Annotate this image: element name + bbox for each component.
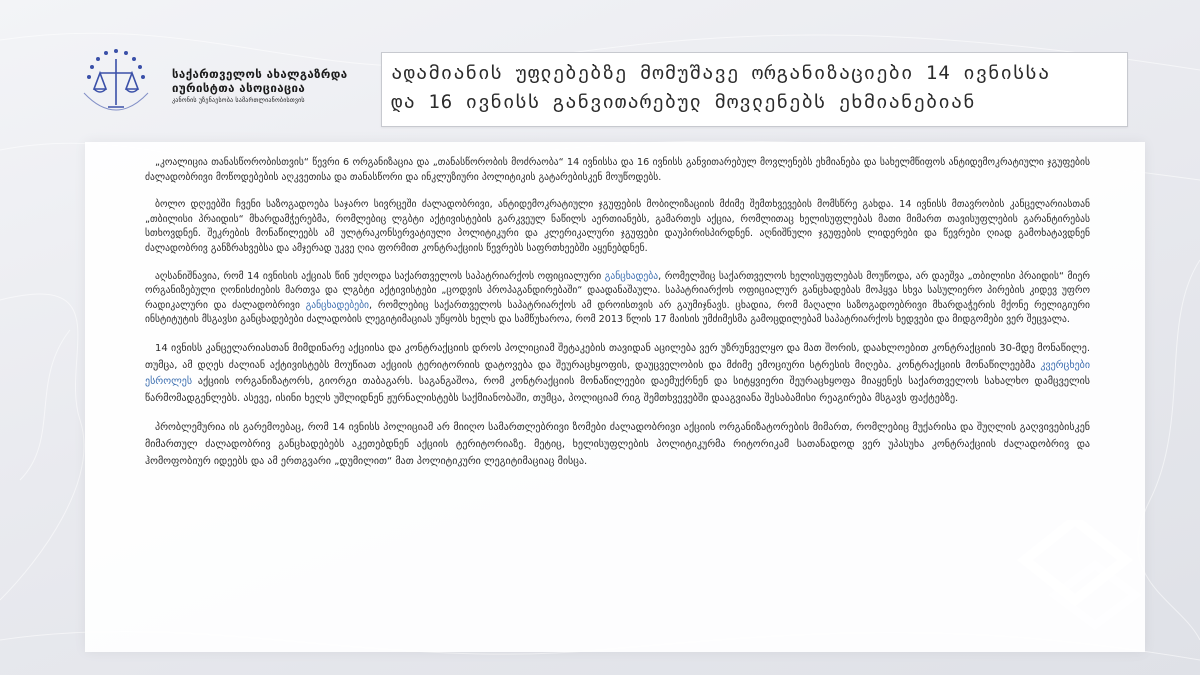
- headline-line2: და 16 ივნისს განვითარებულ მოვლენებს ეხმიანებიან: [391, 91, 976, 113]
- logo-text: [172, 67, 348, 104]
- org-name-line1: საქართველოს ახალგაზრდა: [172, 67, 348, 81]
- statement-document: [85, 142, 1145, 652]
- paragraph-3: [145, 270, 1090, 328]
- statement-body: [145, 156, 1090, 483]
- paragraph-5: პრობლემურია ის გარემოებაც, რომ 14 ივნისს პოლიციამ არ მიიღო სამართლებრივი ზომები ძალადობრივი აქციის ორგანიზატორების მიმართ, რომლებიც მუქარისა და შუღლის გაღვივებისკენ მიმართულ ძალადობრივ განცხადებებს აკეთებდნენ აქციის ტერიტორიაზე. მეტიც, ხელისუფლების პოლიტიკურმა რიტორიკამ სათანადოდ ვერ უპასუხა კონტრაქციის ძალადობრივ და ჰომოფობიურ იდეებს და ამ ერთგვარი „დუმილით“ მათ პოლიტიკური ლეგიტიმაციაც მისცა.: [145, 422, 1090, 467]
- gyla-logo: [70, 45, 370, 125]
- org-name-line2: იურისტთა ასოციაცია: [172, 81, 306, 95]
- headline-line1: ადამიანის უფლებებზე მომუშავე ორგანიზაციები 14 ივნისსა: [391, 62, 1051, 84]
- paragraph-3-text-a: აღსანიშნავია, რომ 14 ივნისის აქციას წინ უძღოდა საქართველოს საპატრიარქოს ოფიციალური: [155, 270, 605, 282]
- paragraph-3-text-b: , რომელშიც საქართველოს ხელისუფლებას მოუწოდა, არ დაეშვა „თბილისი პრაიდის“ მიერ ორგანიზებული ღონისძიების მართვა და ლგბტი აქტივისტები „ცოდვის პროპაგანდირებაში“ დაადანაშაულა. საპატრიარქოს ოფიციალურ განცხადებას მოჰყვა სხვა სასულიერო პირების კიდევ უფრო რადიკალური და ძალადობრივი: [145, 270, 1090, 311]
- diamond-decoration-icon: [1015, 520, 1155, 630]
- clergy-statements-link[interactable]: განცხადებები: [305, 299, 370, 311]
- paragraph-4-text-b: აქციის ორგანიზატორს, გიორგი თაბაგარს. საგანგაშოა, რომ კონტრაქციის მონაწილეები დაემუქრნენ და სიტყვიერი შეურაცხყოფა მიაყენეს საქართველოს სახალხო დამცველის წარმომადგენლებს. ასევე, ისინი ხელს უშლიდნენ ჟურნალისტებს საქმიანობაში, თუმცა, პოლიციამ რიგ შემთხვევებში დააგვიანა შესაბამისი რეაგირება მსგავს ფაქტებზე.: [145, 376, 1090, 404]
- paragraph-4-text-a: 14 ივნისს კანცელარიასთან მიმდინარე აქციისა და კონტრაქციის დროს პოლიციამ შეტაკების თავიდან აცილება ვერ უზრუნველყო და მათ შორის, დაახლოებით კონტრაქციის 30-მდე მონაწილე. თუმცა, ამ დღეს ძალიან აქტივისტებს მოუწიათ აქციის ტერიტორიის დატოვება და შეურაცხყოფის, დაუცველობის და მძიმე ემოციური სტრესის მიღება. კონტრაქციის მონაწილეებმა: [145, 342, 1090, 371]
- org-tagline: კანონის უზენაესობა სამართლიანობისთვის: [172, 97, 305, 104]
- paragraph-2: ბოლო დღეებში ჩვენი საზოგადოება საჯარო სივრცეში ძალადობრივი, ანტიდემოკრატიული ჯგუფების მობილიზაციის მძიმე შემთხვევების მომსწრე გახდა. 14 ივნისს მთავრობის კანცელარიასთან „თბილისი პრაიდის“ მხარდამჭერებმა, რომლებიც ლგბტი აქტივისტების გარკვეულ ნაწილს აერთიანებს, გამართეს აქცია, რომლითაც ხელისუფლებას მათი მიმართ თავისუფლების გარანტირებას სთხოვდნენ. შეკრების მონაწილეებს ამ ულტრაკონსერვატიული პოლიტიკური და კლერიკალური ჯგუფები დაუპირისპირდნენ. აღნიშნული ჯგუფების ლიდერები და წევრები ღიად გამოხატავდნენ ძალადობრივ განზრახვებსა და ამჯერად უკვე ღია ფორმით კონტრაქციის წევრებს საფრთხეებში აყენებდნენ.: [145, 199, 1090, 254]
- gyla-emblem-icon: [70, 45, 162, 125]
- paragraph-1: „კოალიცია თანასწორობისთვის“ წევრი 6 ორგანიზაცია და „თანასწორობის მოძრაობა“ 14 ივნისსა და 16 ივნისს განვითარებულ მოვლენებს ეხმიანება და სახელმწიფოს ანტიდემოკრატიული ჯგუფების ძალადობრივი მოწოდებების აღკვეთისა და თანასწორი და ინკლუზიური პოლიტიკის გატარებისკენ მოუწოდებს.: [145, 157, 1090, 183]
- paragraph-4: [145, 341, 1090, 407]
- eggs-thrown-link[interactable]: კვერცხები ესროლეს: [145, 359, 1090, 388]
- paragraph-3-text-c: , რომლებიც საქართველოს საპატრიარქოს ამ დროისთვის არ გაუმიჯნავს. ცხადია, რომ მაღალი საზოგადოებრივი მხარდაჭერის მქონე რელიგიური ინსტიტუტის მსგავსი განცხადებები ძალადობის ლეგიტიმაციას უწყობს ხელს და სამწუხაროა, რომ 2013 წლის 17 მაისის უმძიმესმა გამოცდილებამ საპატრიარქოს ხედვები და მიდგომები ვერ შეცვალა.: [145, 299, 1090, 326]
- patriarchate-statement-link[interactable]: განცხადება: [604, 270, 659, 282]
- headline-box: [381, 52, 1128, 127]
